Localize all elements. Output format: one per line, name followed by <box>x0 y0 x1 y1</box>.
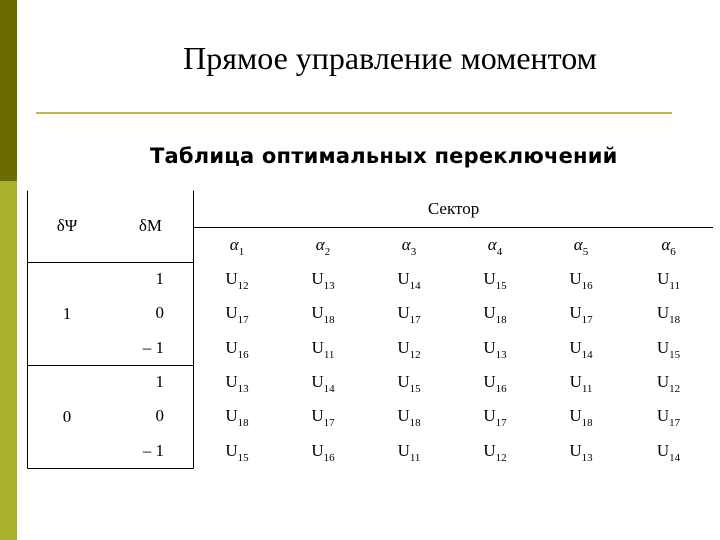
vector-cell <box>366 365 452 399</box>
vector-index: 16 <box>323 451 335 464</box>
vector-index: 17 <box>237 314 249 326</box>
vector-symbol: U <box>397 269 410 288</box>
vector-symbol: U <box>483 269 496 288</box>
sector-header-5 <box>538 227 624 262</box>
vector-symbol: U <box>225 337 238 357</box>
vector-index: 15 <box>409 383 421 395</box>
vector-index: 17 <box>669 417 681 429</box>
vector-index: 14 <box>669 451 681 464</box>
vector-cell <box>624 365 713 399</box>
sector-header-6 <box>624 227 713 262</box>
vector-cell <box>280 330 366 365</box>
vector-index: 18 <box>581 417 593 429</box>
vector-symbol: U <box>656 372 670 391</box>
vector-index: 15 <box>237 451 249 464</box>
table-row <box>27 296 713 330</box>
sector-header-1 <box>194 227 280 262</box>
vector-cell <box>194 262 280 296</box>
vector-symbol: U <box>225 269 238 288</box>
vector-symbol: U <box>569 303 582 322</box>
sector-index: 2 <box>324 245 331 258</box>
vector-cell <box>194 399 280 433</box>
sector-index: 6 <box>670 245 676 258</box>
table-caption: Таблица оптимальных переключений <box>150 144 618 168</box>
vector-cell <box>452 262 538 296</box>
table-row <box>27 262 713 296</box>
sector-symbol: α <box>661 234 671 254</box>
vector-cell <box>452 433 538 468</box>
vector-index: 17 <box>323 417 335 429</box>
vector-symbol: U <box>656 303 670 322</box>
vector-cell <box>538 262 624 296</box>
table-row <box>27 399 713 433</box>
vector-cell <box>280 399 366 433</box>
vector-index: 11 <box>409 451 421 464</box>
vector-cell <box>194 296 280 330</box>
table-row <box>27 365 713 399</box>
table-body <box>27 190 713 468</box>
vector-index: 11 <box>581 383 593 395</box>
vector-symbol: U <box>311 269 324 288</box>
vector-symbol: U <box>656 440 670 460</box>
vector-cell <box>366 399 452 433</box>
vector-symbol: U <box>397 337 410 357</box>
vector-symbol: U <box>225 372 238 391</box>
vector-index: 13 <box>323 280 335 292</box>
vector-cell <box>194 433 280 468</box>
vector-symbol: U <box>483 406 496 425</box>
vector-index: 18 <box>409 417 421 429</box>
sector-symbol: α <box>315 234 325 254</box>
vector-cell <box>280 296 366 330</box>
dpsi-value: 0 <box>62 406 72 426</box>
vector-symbol: U <box>311 440 324 460</box>
vector-symbol: U <box>311 406 324 425</box>
vector-cell <box>624 330 713 365</box>
vector-symbol: U <box>569 440 582 460</box>
vector-index: 18 <box>323 314 335 326</box>
dm-value: – 1 <box>142 440 164 460</box>
vector-symbol: U <box>311 372 324 391</box>
sector-index: 1 <box>238 245 245 258</box>
vector-index: 15 <box>669 348 681 361</box>
vector-index: 17 <box>495 417 507 429</box>
sector-index: 3 <box>410 245 417 258</box>
vector-cell <box>624 399 713 433</box>
vector-cell <box>280 433 366 468</box>
vector-index: 17 <box>581 314 593 326</box>
vector-index: 11 <box>323 348 335 361</box>
vector-index: 14 <box>409 280 421 292</box>
vector-cell <box>452 330 538 365</box>
sector-header-3 <box>366 227 452 262</box>
header-sector: Сектор <box>427 198 480 218</box>
table-row <box>27 433 713 468</box>
vector-index: 16 <box>581 280 593 292</box>
sector-index: 5 <box>582 245 589 258</box>
vector-index: 11 <box>669 280 680 292</box>
vector-cell <box>452 365 538 399</box>
vector-symbol: U <box>311 337 324 357</box>
vector-index: 14 <box>323 383 335 395</box>
vector-symbol: U <box>483 372 496 391</box>
vector-cell <box>624 433 713 468</box>
sector-index: 4 <box>496 245 503 258</box>
dm-value: 0 <box>155 406 164 425</box>
vector-symbol: U <box>225 406 238 425</box>
vector-symbol: U <box>657 269 670 288</box>
vector-symbol: U <box>483 440 496 460</box>
vector-index: 12 <box>237 280 249 292</box>
switching-table <box>27 190 713 468</box>
vector-symbol: U <box>483 337 496 357</box>
vector-symbol: U <box>311 303 324 322</box>
vector-index: 13 <box>237 383 249 395</box>
vector-cell <box>366 330 452 365</box>
vector-cell <box>194 365 280 399</box>
title-divider <box>36 112 672 114</box>
vector-cell <box>538 296 624 330</box>
vector-cell <box>538 399 624 433</box>
table-row <box>27 330 713 365</box>
vector-cell <box>280 365 366 399</box>
vector-symbol: U <box>225 303 238 322</box>
accent-bar-dark <box>0 0 17 181</box>
vector-index: 16 <box>495 383 507 395</box>
vector-cell <box>624 262 713 296</box>
vector-symbol: U <box>569 406 582 425</box>
vector-symbol: U <box>225 440 238 460</box>
vector-cell <box>366 296 452 330</box>
vector-cell <box>452 296 538 330</box>
vector-cell <box>624 296 713 330</box>
vector-symbol: U <box>397 372 410 391</box>
vector-index: 18 <box>495 314 507 326</box>
vector-index: 18 <box>237 417 249 429</box>
dm-value: 0 <box>155 303 164 322</box>
header-dm: δM <box>138 216 163 235</box>
vector-index: 17 <box>409 314 421 326</box>
sector-symbol: α <box>401 234 411 254</box>
vector-index: 12 <box>669 383 681 395</box>
header-dpsi: δΨ <box>56 216 78 235</box>
vector-index: 13 <box>495 348 507 361</box>
vector-index: 14 <box>581 348 593 361</box>
sector-symbol: α <box>487 234 497 254</box>
vector-cell <box>366 262 452 296</box>
vector-cell <box>194 330 280 365</box>
vector-index: 12 <box>495 451 507 464</box>
vector-symbol: U <box>569 337 582 357</box>
dm-value: 1 <box>155 269 164 288</box>
dm-value: 1 <box>155 372 164 391</box>
vector-symbol: U <box>569 269 582 288</box>
vector-cell <box>366 433 452 468</box>
sector-symbol: α <box>229 234 239 254</box>
vector-cell <box>538 433 624 468</box>
vector-index: 18 <box>669 314 681 326</box>
vector-cell <box>280 262 366 296</box>
vector-symbol: U <box>656 337 670 357</box>
vector-index: 12 <box>409 348 421 361</box>
dm-value: – 1 <box>142 337 164 357</box>
vector-index: 15 <box>495 280 507 292</box>
sector-symbol: α <box>573 234 583 254</box>
vector-symbol: U <box>656 406 670 425</box>
slide-title: Прямое управление моментом <box>183 40 597 76</box>
vector-index: 13 <box>581 451 593 464</box>
vector-symbol: U <box>397 406 410 425</box>
vector-cell <box>452 399 538 433</box>
vector-symbol: U <box>397 440 410 460</box>
sector-header-2 <box>280 227 366 262</box>
vector-symbol: U <box>569 372 582 391</box>
vector-cell <box>538 365 624 399</box>
sector-header-4 <box>452 227 538 262</box>
accent-bar-light <box>0 181 17 540</box>
vector-cell <box>538 330 624 365</box>
vector-symbol: U <box>483 303 496 322</box>
vector-symbol: U <box>397 303 410 322</box>
vector-index: 16 <box>237 348 249 361</box>
dpsi-value: 1 <box>62 303 72 323</box>
